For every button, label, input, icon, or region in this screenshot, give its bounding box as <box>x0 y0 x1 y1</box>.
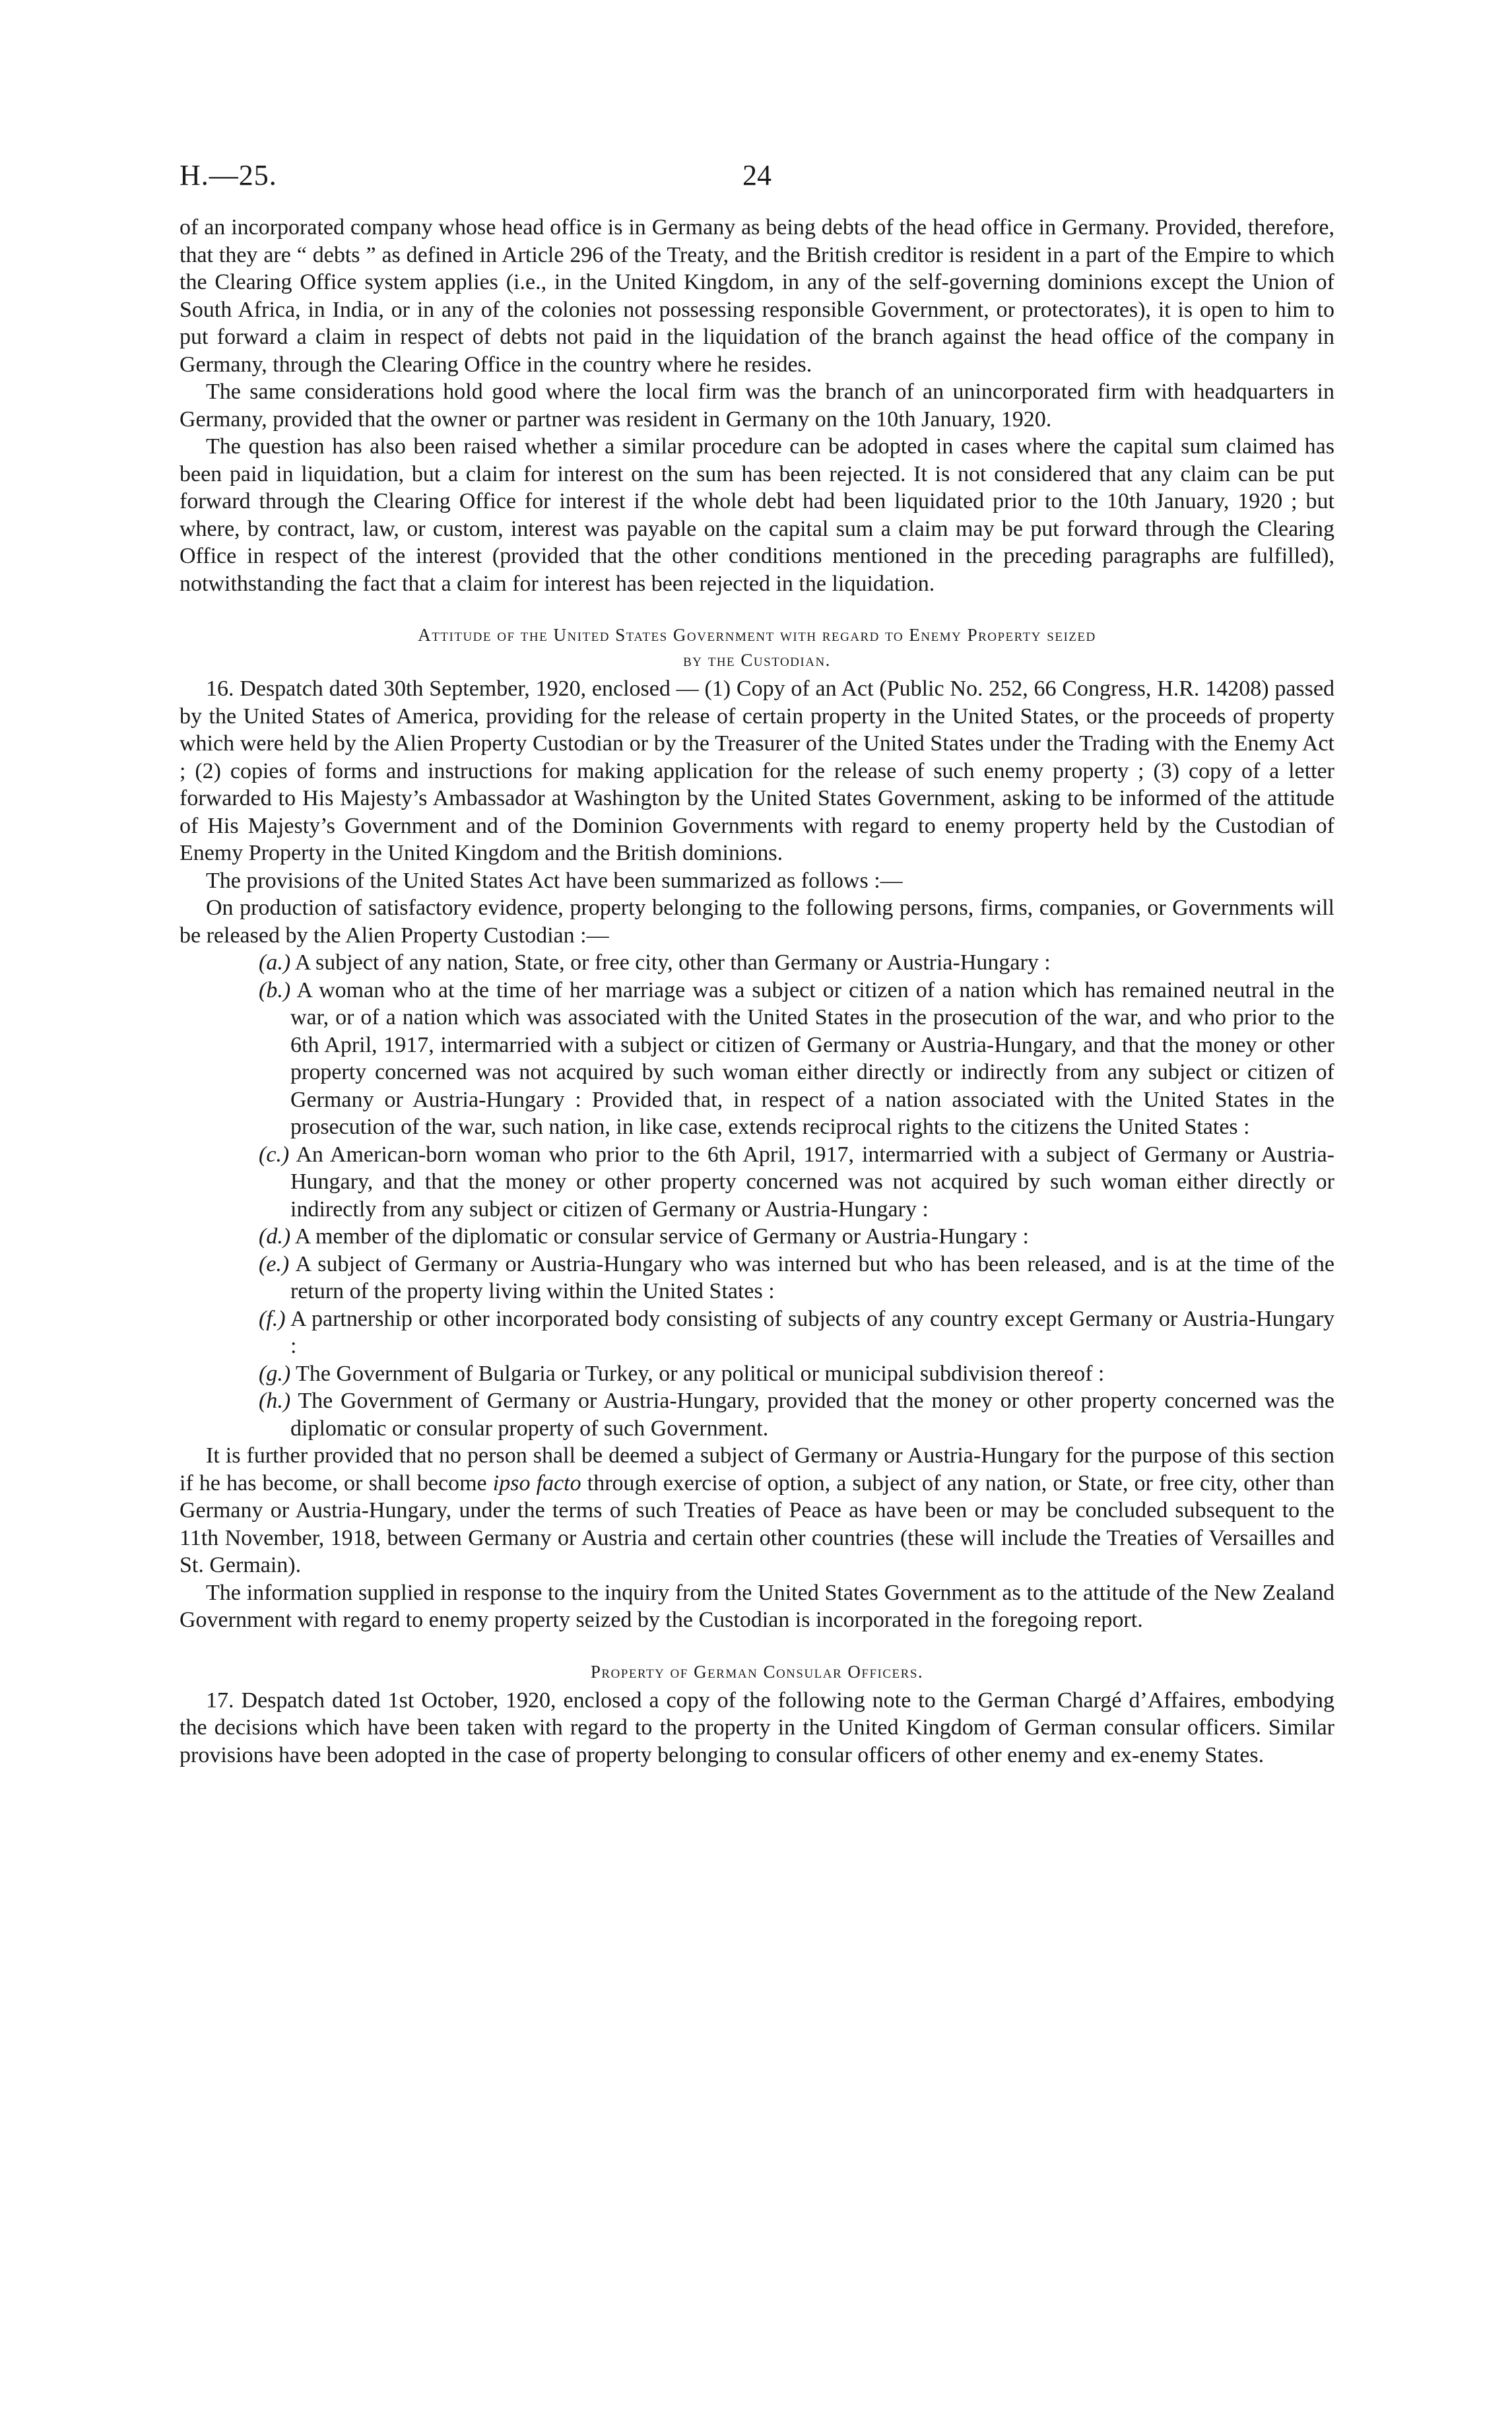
page-header <box>180 158 1334 205</box>
list-item-label: (g.) <box>259 1361 291 1386</box>
list-item <box>180 1305 1334 1360</box>
list-item-text: The Government of Bulgaria or Turkey, or any political or municipal subdivision thereof : <box>296 1361 1105 1386</box>
section-heading-line: Attitude of the United States Government with regard to Enemy Property seized <box>418 625 1096 645</box>
despatch-paragraph: 17. Despatch dated 1st October, 1920, enclosed a copy of the following note to the German Chargé d’Affaires, embodying the decisions which have been taken with regard to the property in the United Kingdom of German consular officers. Similar provisions have been adopted in the case of property belonging to consular officers of other enemy and ex-enemy States. <box>180 1688 1334 1767</box>
body-paragraph: The provisions of the United States Act have been summarized as follows :— <box>206 868 903 893</box>
section-heading-consular-officers: Property of German Consular Officers. <box>590 1661 924 1682</box>
list-item-label: (f.) <box>259 1306 286 1331</box>
list-item <box>180 1141 1334 1224</box>
document-reference: H.—25. <box>180 159 277 191</box>
list-item-label: (b.) <box>259 977 291 1002</box>
list-item <box>180 1387 1334 1442</box>
text-run: through exercise of option, a subject of any nation, or State, or free city, other than Germany or Austria-Hungary, under the terms of such Treaties of Peace as have been or may be concluded subsequent to the 11th November, 1918, between Germany or Austria and certain other countries (these will include the Treaties of Versailles and St. Germain). <box>180 1470 1334 1577</box>
list-item-text: A woman who at the time of her marriage was a subject or citizen of a nation which has remained neutral in the war, or of a nation which was associated with the United States in the prosecution of the war, and who prior to the 6th April, 1917, intermarried with a subject or citizen of Germany or Austria-Hungary, and that the money or other property concerned was not acquired by such woman either directly or indirectly from any subject or citizen of Germany or Austria-Hungary : Provided that, in respect of a nation associated with the United States in the prosecution of the war, such nation, in like case, extends reciprocal rights to the citizens the United States : <box>290 977 1334 1139</box>
body-paragraph: The information supplied in response to the inquiry from the United States Government as to the attitude of the New Zealand Government with regard to enemy property seized by the Custodian is incorporated in the foregoing report. <box>180 1580 1334 1632</box>
list-item <box>180 949 1334 977</box>
list-item-label: (e.) <box>259 1251 290 1276</box>
section-heading-line: by the Custodian. <box>683 650 831 670</box>
list-item-label: (a.) <box>259 950 291 975</box>
list-item-label: (c.) <box>259 1142 290 1167</box>
document-page <box>180 158 1334 1769</box>
section-heading-us-government <box>180 622 1334 673</box>
list-item <box>180 1223 1334 1251</box>
list-item-text: The Government of Germany or Austria-Hungary, provided that the money or other property concerned was the diplomatic or consular property of such Government. <box>290 1389 1334 1441</box>
despatch-paragraph: 16. Despatch dated 30th September, 1920, enclosed — (1) Copy of an Act (Public No. 252, 66 Congress, H.R. 14208) passed by the United States of America, providing for the release of certain property in the United States, or the proceeds of property which were held by the Alien Property Custodian or by the Treasurer of the United States under the Trading with the Enemy Act ; (2) copies of forms and instructions for making application for the release of such enemy property ; (3) copy of a letter forwarded to His Majesty’s Ambassador at Washington by the United States Government, asking to be informed of the attitude of His Majesty’s Government and of the Dominion Governments with regard to enemy property held by the Custodian of Enemy Property in the United Kingdom and the British dominions. <box>180 676 1334 865</box>
list-item-text: An American-born woman who prior to the 6th April, 1917, intermarried with a subject of Germany or Austria-Hungary, and that the money or other property concerned was not acquired by such woman either directly or indirectly from any subject or citizen of Germany or Austria-Hungary : <box>290 1142 1335 1222</box>
body-paragraph <box>180 1442 1334 1579</box>
list-item-label: (d.) <box>259 1224 291 1249</box>
list-item <box>180 977 1334 1141</box>
intro-paragraph: of an incorporated company whose head office is in Germany as being debts of the head office in Germany. Provided, therefore, that they are “ debts ” as defined in Article 296 of the Treaty, and the British creditor is resident in a part of the Empire to which the Clearing Office system applies (i.e., in the United Kingdom, in any of the self-governing dominions except the Union of South Africa, in India, or in any of the colonies not possessing responsible Government, or protectorates), it is open to him to put forward a claim in respect of debts not paid in the liquidation of the branch against the head office of the company in Germany, through the Clearing Office in the country where he resides. <box>180 215 1334 377</box>
list-item-label: (h.) <box>259 1389 291 1413</box>
list-item-text: A subject of Germany or Austria-Hungary who was interned but who has been released, and is at the time of the return of the property living within the United States : <box>290 1251 1334 1303</box>
text-run: It is further provided that no person shall be deemed a subject of Germany or Austria-Hungary for the purpose of this section if he has become, or shall become <box>180 1443 1334 1495</box>
release-conditions-list <box>180 949 1334 1442</box>
intro-paragraph: The same considerations hold good where the local firm was the branch of an unincorporated firm with headquarters in Germany, provided that the owner or partner was resident in Germany on the 10th January, 1920. <box>180 379 1334 432</box>
italic-text-run: ipso facto <box>492 1470 581 1495</box>
list-item-text: A member of the diplomatic or consular service of Germany or Austria-Hungary : <box>294 1224 1030 1249</box>
list-item <box>180 1360 1334 1388</box>
page-number: 24 <box>742 159 772 191</box>
list-item-text: A partnership or other incorporated body consisting of subjects of any country except Germany or Austria-Hungary : <box>290 1306 1334 1358</box>
list-item <box>180 1251 1334 1305</box>
intro-paragraph: The question has also been raised whether a similar procedure can be adopted in cases where the capital sum claimed has been paid in liquidation, but a claim for interest on the sum has been rejected. It is not considered that any claim can be put forward through the Clearing Office for interest if the whole debt had been liquidated prior to the 10th January, 1920 ; but where, by contract, law, or custom, interest was payable on the capital sum a claim may be put forward through the Clearing Office in respect of the interest (provided that the other conditions mentioned in the preceding paragraphs are fulfilled), notwithstanding the fact that a claim for interest has been rejected in the liquidation. <box>180 434 1334 596</box>
list-item-text: A subject of any nation, State, or free city, other than Germany or Austria-Hungary : <box>294 950 1051 975</box>
body-paragraph: On production of satisfactory evidence, property belonging to the following persons, firms, companies, or Governments will be released by the Alien Property Custodian :— <box>180 896 1334 948</box>
